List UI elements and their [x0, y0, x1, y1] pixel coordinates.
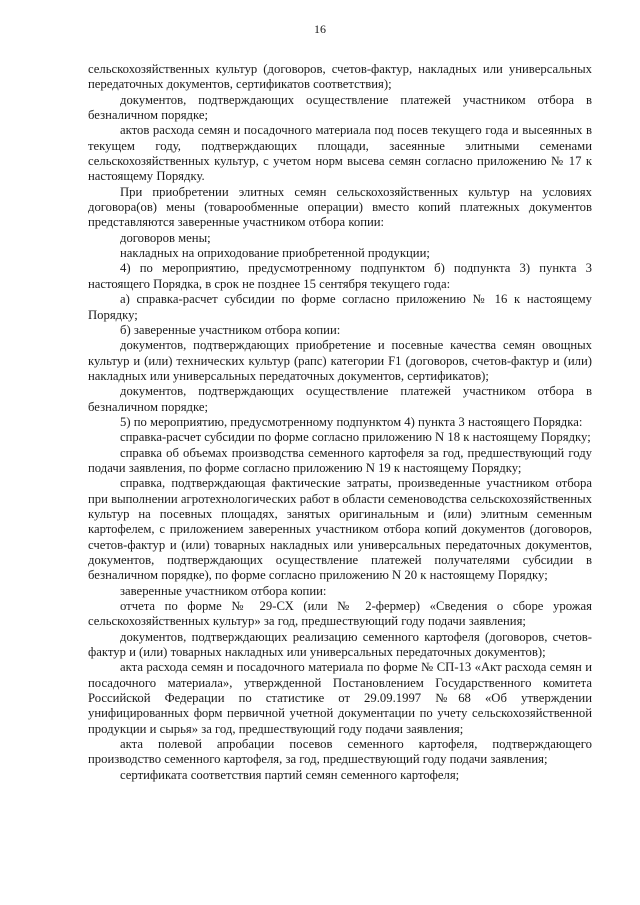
paragraph: договоров мены;: [120, 230, 211, 245]
paragraph: При приобретении элитных семян сельскохозяйственных культур на условиях договора(ов) мены (товарообменные операции) вместо копий платежных документов представляются заверенные участником отбора копии:: [88, 184, 592, 230]
paragraph: акта расхода семян и посадочного материала по форме № СП-13 «Акт расхода семян и посадочного материала», утвержденной Постановлением Государственного комитета Российской Федерации по статистике от 29.09.1997 №68 «Об утверждении унифицированных форм первичной учетной документации по учету сельскохозяйственной продукции и сырья» за год, предшествующий году подачи заявления;: [88, 660, 592, 736]
paragraph: накладных на оприходование приобретенной продукции;: [120, 246, 430, 261]
paragraph: сертификата соответствия партий семян семенного картофеля;: [120, 767, 460, 782]
paragraph: акта полевой апробации посевов семенного картофеля, подтверждающего производство семенного картофеля, за год, предшествующий году подачи заявления;: [88, 737, 592, 767]
paragraph: 4) по мероприятию, предусмотренному подпунктом б) подпункта 3) пункта 3 настоящего Порядка, в срок не позднее 15 сентября текущего года:: [88, 261, 592, 291]
paragraph: документов, подтверждающих реализацию семенного картофеля (договоров, счетов-фактур и (или) товарных накладных или универсальных передаточных документов);: [88, 629, 592, 660]
paragraph: документов, подтверждающих приобретение и посевные качества семян овощных культур и (или) технических культур (рапс) категории F1 (договоров, счетов-фактур и (или) накладных или универсальных передаточных документов, сертификатов);: [88, 338, 592, 383]
paragraph: справка-расчет субсидии по форме согласно приложению N 18 к настоящему Порядку;: [120, 430, 591, 445]
paragraph: сельскохозяйственных культур (договоров, счетов-фактур, накладных или универсальных передаточных документов, сертификатов соответствия);: [88, 62, 592, 92]
paragraph: 5) по мероприятию, предусмотренному подпунктом 4) пункта 3 настоящего Порядка:: [120, 414, 583, 429]
paragraph: документов, подтверждающих осуществление платежей участником отбора в безналичном порядке;: [88, 384, 592, 414]
paragraph: актов расхода семян и посадочного материала под посев текущего года и высеянных в текущем году, подтверждающих площади, засеянные элитными семенами сельскохозяйственных культур, с учетом норм высева семян согласно приложению № 17 к настоящему Порядку.: [88, 123, 592, 184]
document-body: [88, 62, 592, 783]
paragraph: отчета по форме № 29-СХ (или № 2-фермер) «Сведения о сборе урожая сельскохозяйственных культур» за год, предшествующий году подачи заявления;: [88, 599, 592, 629]
paragraph: справка об объемах производства семенного картофеля за год, предшествующий году подачи заявления, по форме согласно приложению N 19 к настоящему Порядку;: [88, 445, 592, 475]
paragraph: документов, подтверждающих осуществление платежей участником отбора в безналичном порядке;: [88, 92, 592, 123]
paragraph: справка, подтверждающая фактические затраты, произведенные участником отбора при выполнении агротехнологических работ в области семеноводства сельскохозяйственных культур на посевных площадях, занятых оригинальным и (или) элитным семенным картофелем, с приложением заверенных участником отбора копий документов (договоров, счетов-фактур и (или) товарных накладных или универсальных передаточных документов, документов, подтверждающих осуществление платежей получателями субсидии в безналичном порядке), по форме согласно приложению N 20 к настоящему Порядку;: [88, 476, 592, 583]
paragraph: б) заверенные участником отбора копии:: [120, 322, 341, 337]
page-number: 16: [314, 22, 326, 36]
paragraph: заверенные участником отбора копии:: [120, 583, 327, 598]
paragraph: а) справка-расчет субсидии по форме согласно приложению № 16 к настоящему Порядку;: [88, 292, 592, 322]
